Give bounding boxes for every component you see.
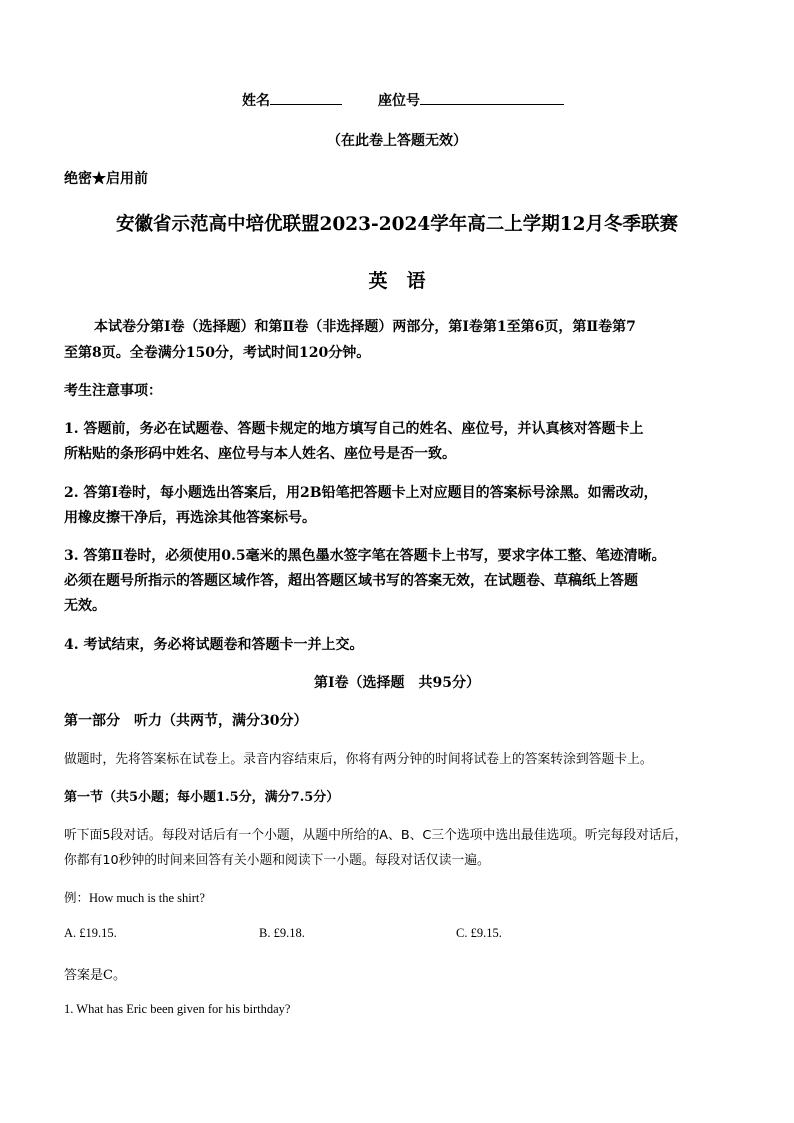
seat-field: [378, 90, 564, 110]
exam-title: 安徽省示范高中培优联盟2023-2024学年高二上学期12月冬季联赛: [116, 214, 678, 235]
rule-2-line-1: 2. 答第Ⅰ卷时，每小题选出答案后，用2B铅笔把答题卡上对应题目的答案标号涂黑。如需改动，: [64, 485, 658, 501]
rule-4-line-1: 4. 考试结束，务必将试题卷和答题卡一并上交。: [64, 637, 364, 653]
rule-3-line-1: 3. 答第Ⅱ卷时，必须使用0.5毫米的黑色墨水签字笔在答题卡上书写，要求字体工整、笔迹清晰。: [64, 548, 666, 564]
part1-instruction: 做题时，先将答案标在试卷上。录音内容结束后，你将有两分钟的时间将试卷上的答案转涂到答题卡上。: [64, 752, 653, 767]
intro-line-1: 本试卷分第Ⅰ卷（选择题）和第Ⅱ卷（非选择题）两部分，第Ⅰ卷第1至第6页，第Ⅱ卷第7: [94, 319, 636, 335]
rule-3-line-2: 必须在题号所指示的答题区域作答，超出答题区域书写的答案无效，在试题卷、草稿纸上答题: [64, 573, 638, 589]
example-option-c: C. £9.15.: [456, 926, 502, 940]
part1-heading: 第一部分 听力（共两节，满分30分）: [64, 713, 308, 729]
seat-label: 座位号: [378, 93, 420, 109]
name-blank: [270, 90, 342, 105]
example-option-a: A. £19.15.: [64, 926, 117, 940]
section1-instruction-line-1: 听下面5段对话。每段对话后有一个小题，从题中所给的A、B、C三个选项中选出最佳选项。听完每段对话后，: [64, 828, 688, 843]
intro-line-2: 至第8页。全卷满分150分，考试时间120分钟。: [64, 345, 371, 361]
name-field: [242, 90, 342, 110]
volume1-heading: 第Ⅰ卷（选择题 共95分）: [313, 675, 481, 691]
example-answer: 答案是C。: [64, 968, 126, 983]
invalid-note: （在此卷上答题无效）: [327, 133, 467, 149]
notice-heading: 考生注意事项：: [64, 383, 162, 399]
rule-1-line-1: 1. 答题前，务必在试题卷、答题卡规定的地方填写自己的姓名、座位号，并认真核对答题卡上: [64, 421, 644, 437]
question-1: 1. What has Eric been given for his birthday?: [64, 1002, 291, 1016]
rule-1-line-2: 所粘贴的条形码中姓名、座位号与本人姓名、座位号是否一致。: [64, 446, 456, 462]
rule-3-line-3: 无效。: [64, 598, 106, 614]
subject-title: 英 语: [368, 270, 426, 292]
example-option-b: B. £9.18.: [259, 926, 305, 940]
rule-2-line-2: 用橡皮擦干净后，再选涂其他答案标号。: [64, 510, 316, 526]
section1-instruction-line-2: 你都有10秒钟的时间来回答有关小题和阅读下一小题。每段对话仅读一遍。: [64, 853, 490, 868]
example-question: 例：How much is the shirt?: [64, 891, 205, 905]
section1-heading: 第一节（共5小题；每小题1.5分，满分7.5分）: [64, 790, 340, 805]
name-label: 姓名: [242, 93, 270, 109]
secret-label: 绝密★启用前: [64, 171, 148, 187]
seat-blank: [420, 90, 564, 105]
